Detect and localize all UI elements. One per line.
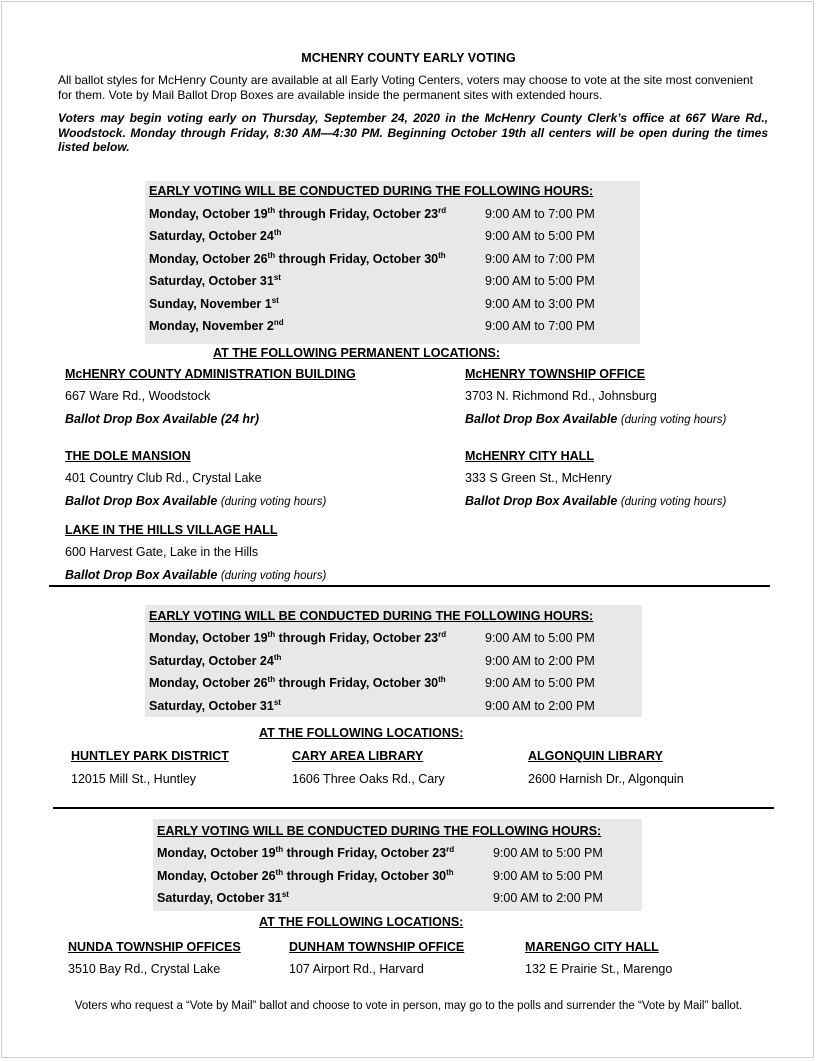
hours-row-time: 9:00 AM to 5:00 PM (485, 676, 595, 690)
hours-row-time: 9:00 AM to 7:00 PM (485, 252, 595, 266)
location-name: McHENRY TOWNSHIP OFFICE (465, 367, 646, 381)
hours-row-date: Monday, October 26th through Friday, October 30th (149, 674, 446, 690)
hours-row-time: 9:00 AM to 3:00 PM (485, 297, 595, 311)
hours-row-time: 9:00 AM to 5:00 PM (485, 274, 595, 288)
hours-row-date: Monday, October 26th through Friday, October 30th (149, 250, 446, 266)
hours-row-date: Monday, November 2nd (149, 317, 284, 333)
location-drop-box: Ballot Drop Box Available (during voting hours) (465, 412, 727, 426)
location-address: 12015 Mill St., Huntley (71, 772, 197, 786)
location-address: 2600 Harnish Dr., Algonquin (528, 772, 684, 786)
location-name: LAKE IN THE HILLS VILLAGE HALL (65, 523, 278, 537)
hours-heading-1: EARLY VOTING WILL BE CONDUCTED DURING THE FOLLOWING HOURS: (149, 184, 594, 198)
location-name: McHENRY CITY HALL (465, 449, 594, 463)
location-name: NUNDA TOWNSHIP OFFICES (68, 940, 241, 954)
hours-row-time: 9:00 AM to 5:00 PM (485, 229, 595, 243)
hours-heading-3: EARLY VOTING WILL BE CONDUCTED DURING THE FOLLOWING HOURS: (157, 824, 602, 838)
location-name: MARENGO CITY HALL (525, 940, 659, 954)
hours-row-time: 9:00 AM to 7:00 PM (485, 319, 595, 333)
section-divider (53, 807, 774, 809)
location-address: 3703 N. Richmond Rd., Johnsburg (465, 389, 657, 403)
hours-row-date: Saturday, October 24th (149, 652, 282, 668)
hours-row-time: 9:00 AM to 5:00 PM (493, 869, 603, 883)
location-name: CARY AREA LIBRARY (292, 749, 424, 763)
location-drop-box: Ballot Drop Box Available (during voting hours) (65, 568, 327, 582)
hours-row-date: Monday, October 19th through Friday, October 23rd (149, 629, 447, 645)
hours-row-date: Monday, October 19th through Friday, October 23rd (157, 844, 455, 860)
location-name: DUNHAM TOWNSHIP OFFICE (289, 940, 465, 954)
section-divider (49, 585, 770, 587)
intro-bold-paragraph: Voters may begin voting early on Thursday, September 24, 2020 in the McHenry County Clerk’s office at 667 Ware Rd., Woodstock. Monday through Friday, 8:30 AM—4:30 PM. Beginning October 19th all centers will be open during the times listed below. (58, 111, 768, 154)
locations-heading-2: AT THE FOLLOWING LOCATIONS: (259, 726, 464, 740)
hours-row-date: Monday, October 19th through Friday, October 23rd (149, 205, 447, 221)
hours-row-date: Saturday, October 31st (149, 272, 281, 288)
page-title: MCHENRY COUNTY EARLY VOTING (301, 51, 516, 65)
hours-row-time: 9:00 AM to 5:00 PM (485, 631, 595, 645)
location-name: McHENRY COUNTY ADMINISTRATION BUILDING (65, 367, 356, 381)
location-drop-box: Ballot Drop Box Available (during voting hours) (65, 494, 327, 508)
location-address: 401 Country Club Rd., Crystal Lake (65, 471, 262, 485)
hours-row-time: 9:00 AM to 2:00 PM (493, 891, 603, 905)
hours-row-date: Saturday, October 24th (149, 227, 282, 243)
hours-heading-2: EARLY VOTING WILL BE CONDUCTED DURING THE FOLLOWING HOURS: (149, 609, 594, 623)
footer-note: Voters who request a “Vote by Mail” ballot and choose to vote in person, may go to the polls and surrender the “Vote by Mail” ballot. (74, 1000, 743, 1012)
hours-row-time: 9:00 AM to 7:00 PM (485, 207, 595, 221)
location-address: 132 E Prairie St., Marengo (525, 962, 673, 976)
location-address: 667 Ware Rd., Woodstock (65, 389, 211, 403)
location-name: ALGONQUIN LIBRARY (528, 749, 663, 763)
hours-row-date: Sunday, November 1st (149, 295, 279, 311)
location-name: THE DOLE MANSION (65, 449, 191, 463)
hours-row-time: 9:00 AM to 2:00 PM (485, 699, 595, 713)
location-name: HUNTLEY PARK DISTRICT (71, 749, 229, 763)
hours-row-date: Saturday, October 31st (149, 697, 281, 713)
location-address: 600 Harvest Gate, Lake in the Hills (65, 545, 259, 559)
location-address: 333 S Green St., McHenry (465, 471, 612, 485)
locations-heading-1: AT THE FOLLOWING PERMANENT LOCATIONS: (213, 346, 501, 360)
location-address: 3510 Bay Rd., Crystal Lake (68, 962, 221, 976)
intro-paragraph: All ballot styles for McHenry County are available at all Early Voting Centers, voters may choose to vote at the site most convenient for them. Vote by Mail Ballot Drop Boxes are available inside the permanent sites with extended hours. (58, 73, 753, 102)
locations-heading-3: AT THE FOLLOWING LOCATIONS: (259, 915, 464, 929)
hours-row-date: Monday, October 26th through Friday, October 30th (157, 867, 454, 883)
location-address: 1606 Three Oaks Rd., Cary (292, 772, 445, 786)
hours-row-time: 9:00 AM to 5:00 PM (493, 846, 603, 860)
hours-row-date: Saturday, October 31st (157, 889, 289, 905)
location-address: 107 Airport Rd., Harvard (289, 962, 424, 976)
hours-row-time: 9:00 AM to 2:00 PM (485, 654, 595, 668)
location-drop-box: Ballot Drop Box Available (during voting hours) (465, 494, 727, 508)
location-drop-box: Ballot Drop Box Available (24 hr) (65, 412, 260, 426)
